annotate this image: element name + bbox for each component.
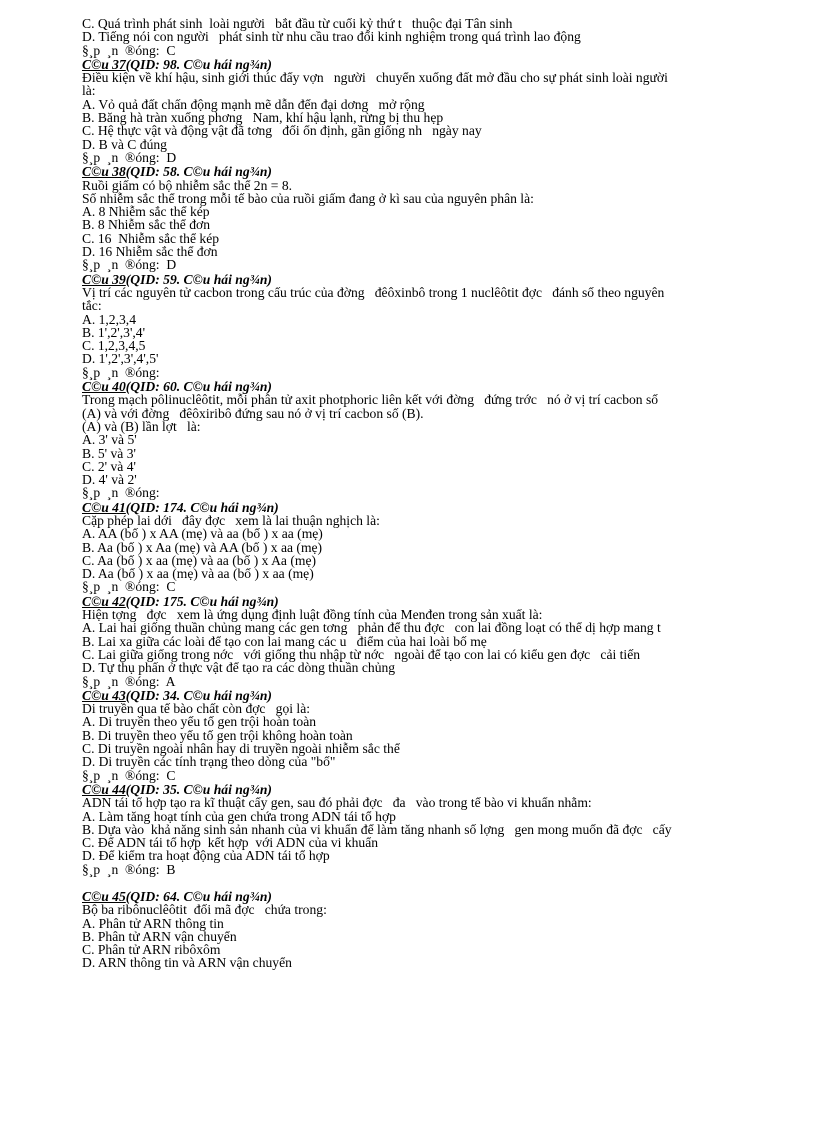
question-meta: (QID: 98. C©u hái ng¾n) [125,56,272,72]
answer-option: A. Phân tử ARN thông tin [82,915,224,931]
question-number: C©u 40 [82,379,126,395]
question-list [82,58,792,970]
question-meta: (QID: 175. C©u hái ng¾n) [125,593,279,609]
answer-option: D. Di truyền các tính trạng theo dòng của "bố" [82,754,336,770]
answer-option: D. 4' và 2' [82,472,137,488]
answer-option: B. Lai xa giữa các loài để tạo con lai mang các u điểm của hai loài bố mẹ [82,633,487,649]
answer-option: C. 2' và 4' [82,458,136,474]
question-block [82,595,792,688]
question-heading [82,165,792,178]
question-block [82,58,792,164]
question-block [82,890,792,970]
answer-option: D. B và C đúng [82,136,167,152]
question-stem-line: Hiện tợng đợc xem là ứng dụng định luật đồng tính của Menđen trong sản xuất là: [82,607,543,623]
question-number: C©u 44 [82,781,126,797]
answer-option: B. 5' và 3' [82,445,136,461]
answer-option: A. 8 Nhiễm sắc thể kép [82,204,210,220]
answer-option: C. Hệ thực vật và động vật đã tơng đối ổn định, gần giống nh ngày nay [82,123,482,139]
answer-option: A. 1,2,3,4 [82,311,136,327]
question-stem-line: Di truyền qua tế bào chất còn đợc gọi là: [82,701,311,717]
question-meta: (QID: 174. C©u hái ng¾n) [125,499,279,515]
question-number: C©u 38 [82,164,126,180]
question-stem-line: Số nhiễm sắc thể trong mỗi tế bào của ruồi giấm đang ở kì sau của nguyên phân là: [82,190,534,206]
question-meta: (QID: 59. C©u hái ng¾n) [125,271,272,287]
question-heading [82,501,792,514]
question-stem-line: Bộ ba ribônuclêôtit đối mã đợc chứa trong: [82,902,327,918]
question-stem-line: Cặp phép lai dới đây đợc xem là lai thuận nghịch là: [82,512,380,528]
question-block [82,501,792,594]
question-heading [82,273,792,286]
question-meta: (QID: 34. C©u hái ng¾n) [125,687,272,703]
question-stem-line: Trong mạch pôlinuclêôtit, mỗi phân tử axit photphoric liên kết với đờng đứng trớc nó ở vị trí cacbon số [82,392,659,408]
question-number: C©u 42 [82,593,126,609]
intro-answer: §¸p ¸n ®óng: C [82,42,176,58]
correct-answer: §¸p ¸n ®óng: C [82,579,176,595]
question-number: C©u 37 [82,56,126,72]
question-block [82,783,792,876]
answer-option: B. Aa (bố ) x Aa (mẹ) và AA (bố ) x aa (mẹ) [82,539,323,555]
correct-answer: §¸p ¸n ®óng: B [82,861,176,877]
question-meta: (QID: 64. C©u hái ng¾n) [125,889,272,904]
answer-option: D. 16 Nhiễm sắc thể đơn [82,244,218,260]
answer-option: B. Băng hà tràn xuống phơng Nam, khí hậu lạnh, rừng bị thu hẹp [82,110,444,126]
question-block [82,273,792,379]
answer-option: A. AA (bố ) x AA (mẹ) và aa (bố ) x aa (mẹ) [82,526,323,542]
intro-line: D. Tiếng nói con người phát sinh từ nhu cầu trao đổi kinh nghiệm trong quá trình lao động [82,29,581,45]
question-heading [82,689,792,702]
question-stem-line: Vị trí các nguyên tử cacbon trong cấu trúc của đờng đêôxinbô trong 1 nuclêôtit đợc đánh số theo nguyên [82,284,665,300]
answer-option: B. Phân tử ARN vận chuyển [82,928,237,944]
question-stem-line: tắc: [82,298,102,314]
question-number: C©u 45 [82,889,126,904]
answer-option: A. Vỏ quả đất chấn động mạnh mẽ dẫn đến đại dơng mở rộng [82,96,425,112]
intro-line: C. Quá trình phát sinh loài người bắt đầu từ cuối kỷ thứ t thuộc đại Tân sinh [82,16,513,31]
question-meta: (QID: 35. C©u hái ng¾n) [125,781,272,797]
answer-option: D. 1',2',3',4',5' [82,351,159,367]
correct-answer: §¸p ¸n ®óng: C [82,767,176,783]
correct-answer: §¸p ¸n ®óng: [82,364,160,380]
question-stem-line: Ruồi giấm có bộ nhiễm sắc thể 2n = 8. [82,177,293,193]
question-stem-line: Điều kiện về khí hậu, sinh giới thúc đẩy vợn người chuyển xuống đất mở đầu cho sự phát sinh loài người [82,70,668,86]
answer-option: C. Phân tử ARN ribôxôm [82,942,221,958]
answer-option: C. Di truyền ngoài nhân hay di truyền ngoài nhiễm sắc thể [82,741,400,757]
answer-option: C. 1,2,3,4,5 [82,338,146,354]
correct-answer: §¸p ¸n ®óng: [82,485,160,501]
question-block [82,380,792,500]
answer-option: B. Di truyền theo yếu tố gen trội không hoàn toàn [82,727,353,743]
question-stem-line: (A) và (B) lần lợt là: [82,418,201,434]
answer-option: A. Di truyền theo yếu tố gen trội hoàn toàn [82,714,317,730]
spacer [82,876,792,889]
question-number: C©u 41 [82,499,126,515]
question-number: C©u 39 [82,271,126,287]
question-meta: (QID: 58. C©u hái ng¾n) [125,164,272,180]
correct-answer: §¸p ¸n ®óng: D [82,257,177,273]
question-stem-line: ADN tái tổ hợp tạo ra kĩ thuật cấy gen, sau đó phải đợc đa vào trong tế bào vi khuẩn nhằm: [82,795,592,811]
question-block [82,689,792,782]
question-heading [82,783,792,796]
question-number: C©u 43 [82,687,126,703]
question-heading [82,58,792,71]
correct-answer: §¸p ¸n ®óng: A [82,673,176,689]
answer-option: D. Tự thụ phấn ở thực vật để tạo ra các dòng thuần chủng [82,660,396,676]
answer-option: A. Làm tăng hoạt tính của gen chứa trong ADN tái tổ hợp [82,808,396,824]
answer-option: C. 16 Nhiễm sắc thể kép [82,230,220,246]
question-stem-line: (A) và với đờng đêôxiribô đứng sau nó ở vị trí cacbon số (B). [82,405,424,421]
question-heading [82,595,792,608]
answer-option: C. Lai giữa giống trong nớc với giống thu nhập từ nớc ngoài để tạo con lai có kiểu gen đợc cải tiến [82,646,641,662]
answer-option: C. Aa (bố ) x aa (mẹ) và aa (bố ) x Aa (mẹ) [82,552,317,568]
correct-answer: §¸p ¸n ®óng: D [82,149,177,165]
question-stem-line: là: [82,83,96,99]
answer-option: A. 3' và 5' [82,432,137,448]
question-meta: (QID: 60. C©u hái ng¾n) [125,379,272,395]
question-block [82,165,792,271]
intro-block [82,17,792,57]
question-heading [82,890,792,903]
answer-option: B. 8 Nhiễm sắc thể đơn [82,217,210,233]
answer-option: D. ARN thông tin và ARN vận chuyển [82,955,292,971]
answer-option: B. 1',2',3',4' [82,324,146,340]
answer-option: D. Aa (bố ) x aa (mẹ) và aa (bố ) x aa (mẹ) [82,566,314,582]
answer-option: D. Để kiểm tra hoạt động của ADN tái tổ hợp [82,848,330,864]
document-body [82,17,792,970]
question-heading [82,380,792,393]
answer-option: B. Dựa vào khả năng sinh sản nhanh của vi khuẩn để làm tăng nhanh số lợng gen mong muốn đã đợc cấy [82,821,672,837]
answer-option: C. Để ADN tái tổ hợp kết hợp với ADN của vi khuẩn [82,835,379,851]
answer-option: A. Lai hai giống thuần chủng mang các gen tơng phản để thu đợc con lai đồng loạt có thể dị hợp mang t [82,620,661,636]
